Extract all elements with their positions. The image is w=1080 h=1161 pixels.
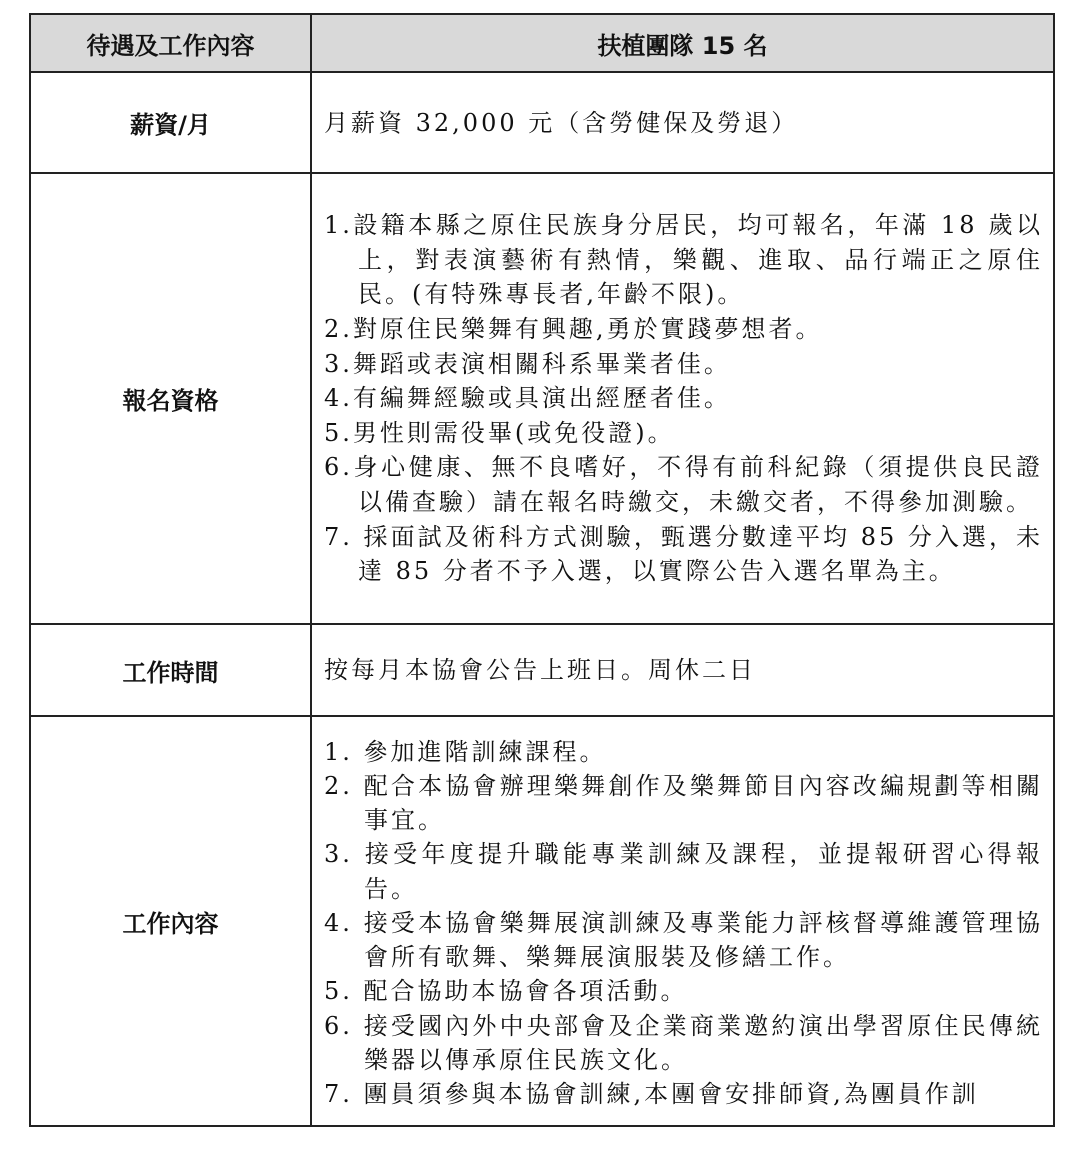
salary-row xyxy=(30,72,1054,173)
qualification-item: 1.設籍本縣之原住民族身分居民，均可報名，年滿 18 歲以上，對表演藝術有熱情，樂觀、進取、品行端正之原住民。(有特殊專長者,年齡不限)。 xyxy=(324,211,1043,309)
duties-cell xyxy=(311,716,1054,1126)
work-hours-label: 工作時間 xyxy=(30,624,311,716)
duty-item: 7. 團員須參與本協會訓練,本團會安排師資,為團員作訓 xyxy=(324,1079,979,1108)
work-hours-value: 按每月本協會公告上班日。周休二日 xyxy=(311,624,1054,716)
header-treatment-and-duties: 待遇及工作內容 xyxy=(30,14,311,72)
work-hours-row xyxy=(30,624,1054,716)
duty-item: 1. 參加進階訓練課程。 xyxy=(324,737,607,766)
duty-item: 6. 接受國內外中央部會及企業商業邀約演出學習原住民傳統樂器以傳承原住民族文化。 xyxy=(324,1011,1043,1074)
qualifications-cell xyxy=(311,173,1054,624)
duty-item: 3. 接受年度提升職能專業訓練及課程，並提報研習心得報告。 xyxy=(324,840,1043,903)
qualification-item: 3.舞蹈或表演相關科系畢業者佳。 xyxy=(324,349,731,378)
qualification-item: 2.對原住民樂舞有興趣,勇於實踐夢想者。 xyxy=(324,315,823,344)
duties-row xyxy=(30,716,1054,1126)
qualifications-list xyxy=(324,208,1043,589)
qualifications-row xyxy=(30,173,1054,624)
salary-label: 薪資/月 xyxy=(30,72,311,173)
qualifications-label: 報名資格 xyxy=(30,173,311,624)
duties-list xyxy=(324,731,1043,1111)
duty-item: 2. 配合本協會辦理樂舞創作及樂舞節目內容改編規劃等相關事宜。 xyxy=(324,772,1043,835)
salary-value: 月薪資 32,000 元（含勞健保及勞退） xyxy=(311,72,1054,173)
duties-label: 工作內容 xyxy=(30,716,311,1126)
qualification-item: 7. 採面試及術科方式測驗，甄選分數達平均 85 分入選，未達 85 分者不予入選，以實際公告入選名單為主。 xyxy=(324,522,1043,586)
header-row xyxy=(30,14,1054,72)
qualification-item: 6.身心健康、無不良嗜好，不得有前科紀錄（須提供良民證以備查驗）請在報名時繳交，未繳交者，不得參加測驗。 xyxy=(324,453,1043,516)
duty-item: 4. 接受本協會樂舞展演訓練及專業能力評核督導維護管理協會所有歌舞、樂舞展演服裝及修繕工作。 xyxy=(324,908,1043,972)
duty-item: 5. 配合協助本協會各項活動。 xyxy=(324,977,688,1006)
job-info-table xyxy=(29,13,1055,1127)
qualification-item: 5.男性則需役畢(或免役證)。 xyxy=(324,418,675,447)
header-team-count: 扶植團隊 15 名 xyxy=(311,14,1054,72)
qualification-item: 4.有編舞經驗或具演出經歷者佳。 xyxy=(324,384,731,413)
